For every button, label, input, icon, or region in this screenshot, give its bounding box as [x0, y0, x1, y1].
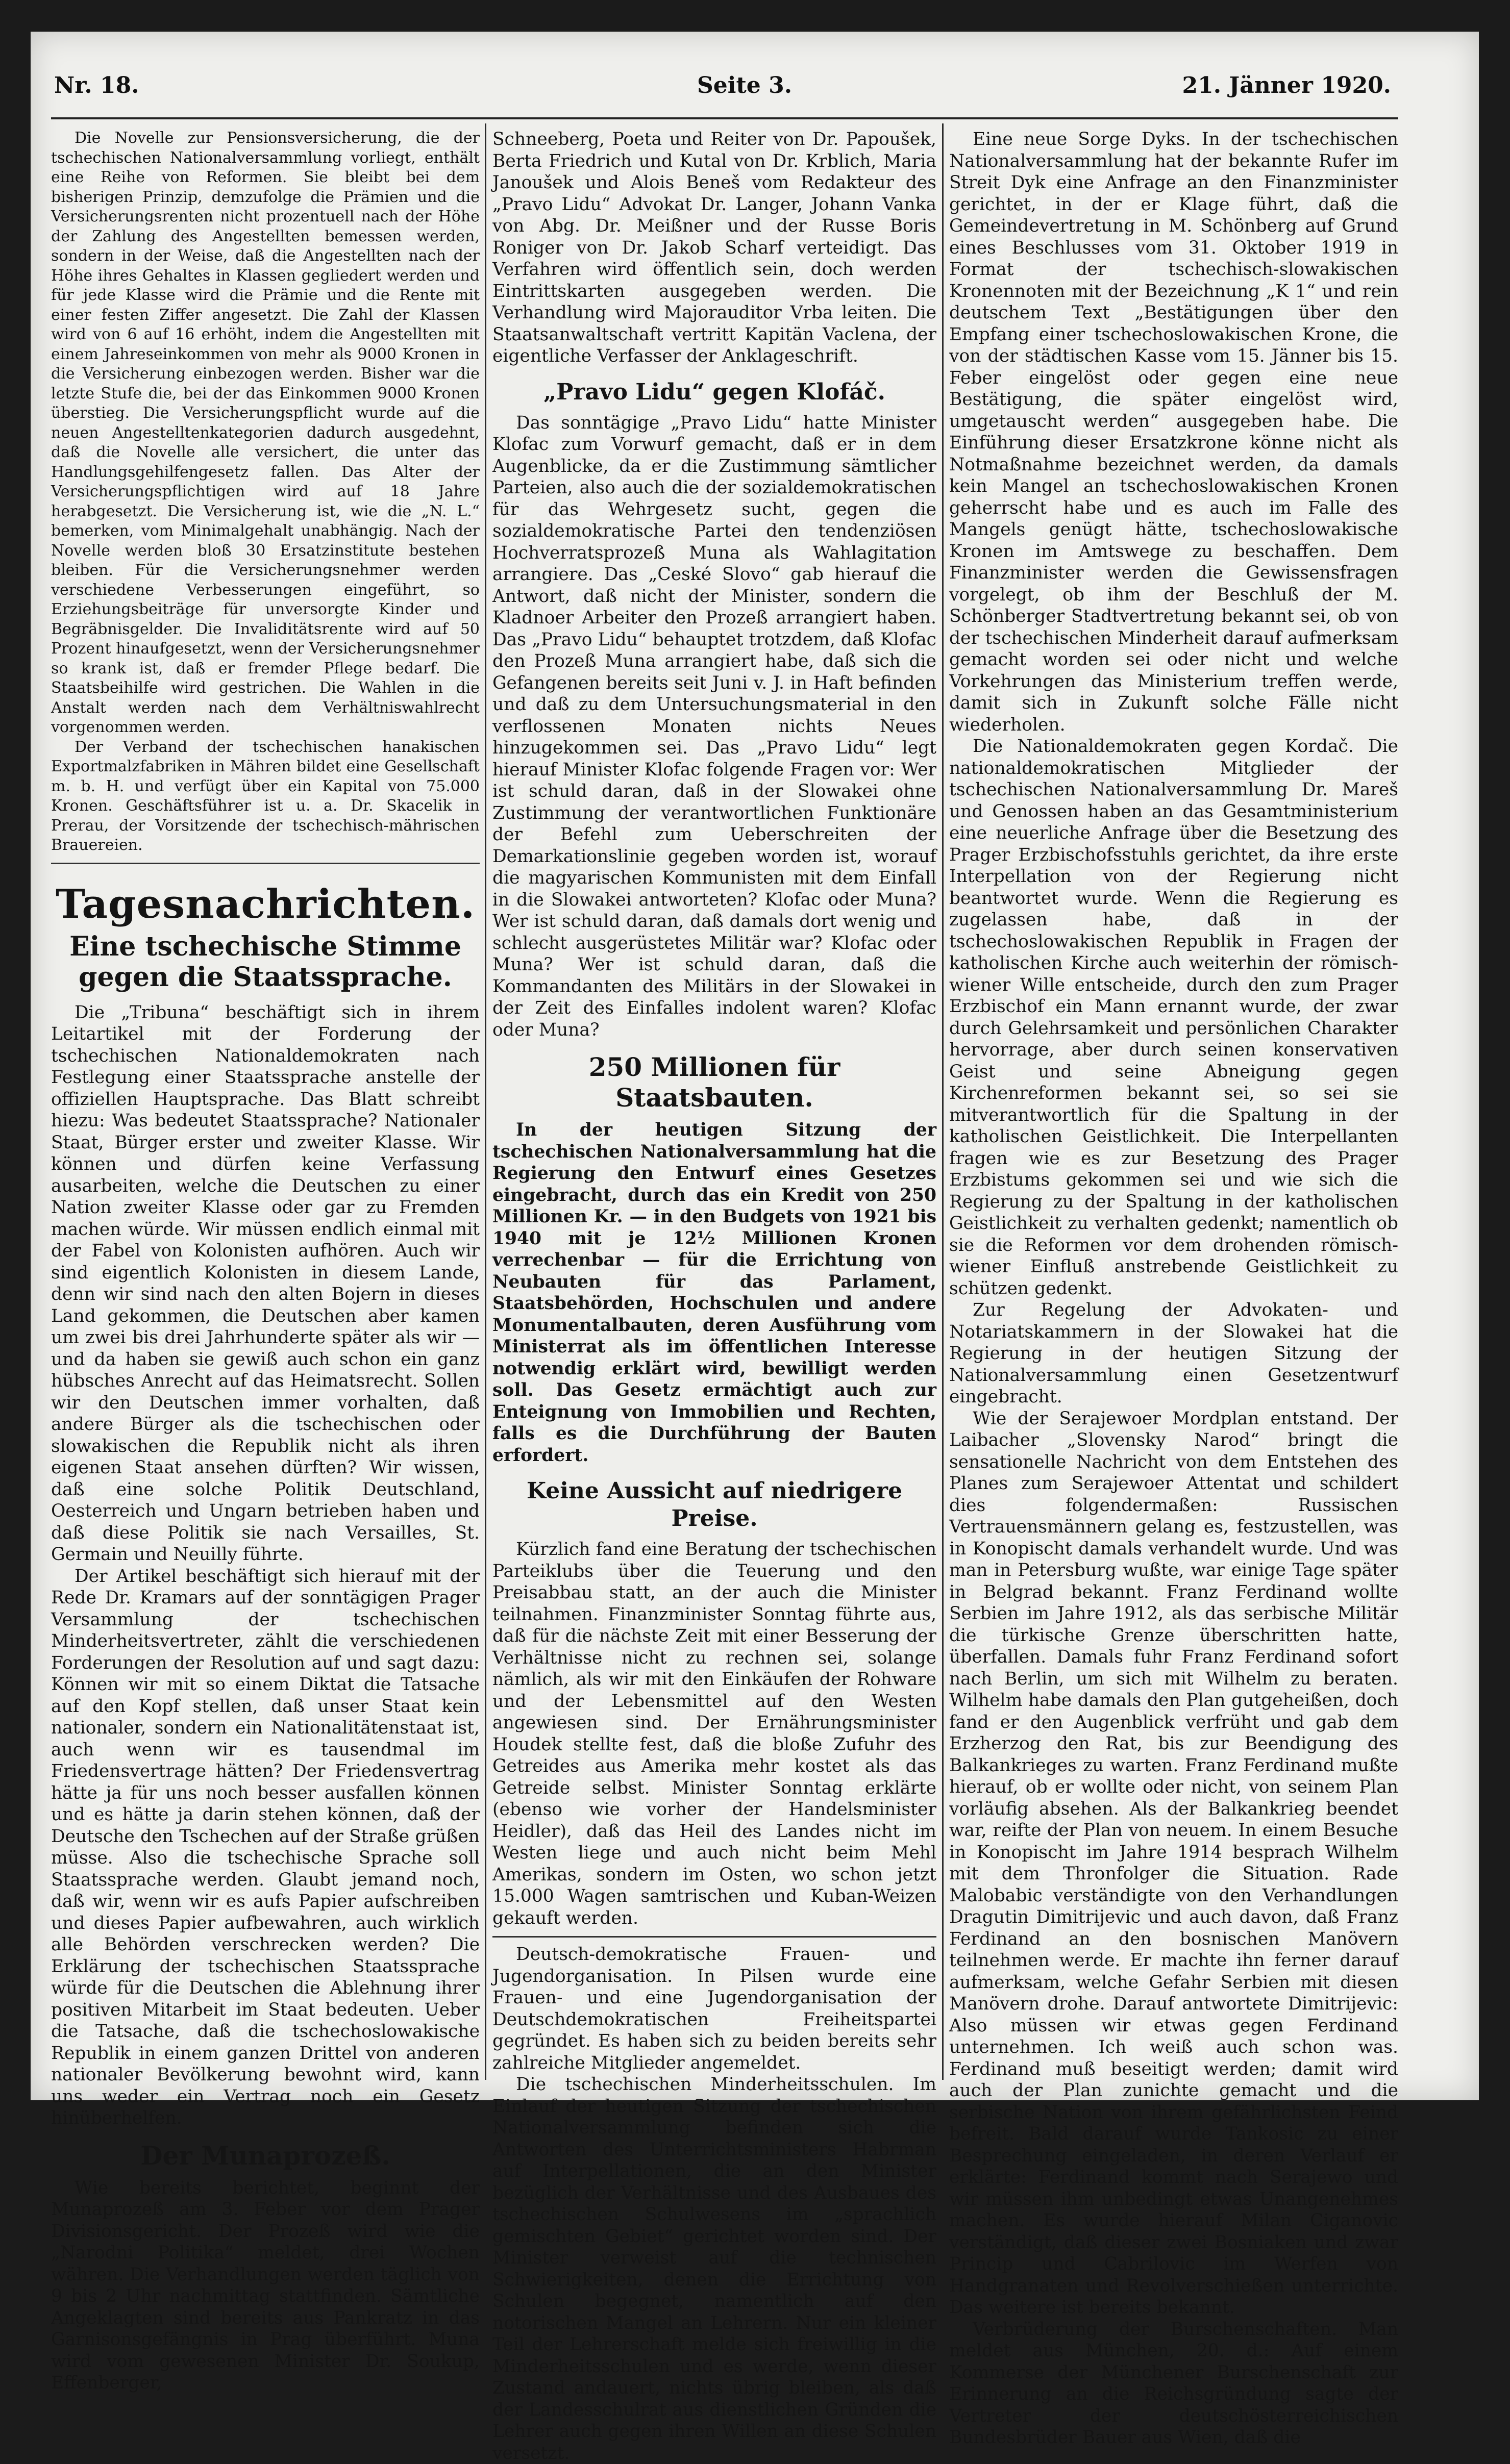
article-paragraph: Zur Regelung der Advokaten- und Notariatskammern in der Slowakei hat die Regierung in der heutigen Sitzung der Nationalversammlung einen Gesetzentwurf eingebracht. — [949, 1300, 1398, 1407]
article-title: Der Munaprozeß. — [140, 2140, 390, 2171]
page-number: Seite 3. — [697, 72, 793, 98]
issue-number: Nr. 18. — [54, 72, 139, 98]
article-paragraph: Kürzlich fand eine Beratung der tschechischen Parteiklubs über die Teuerung und den Preisabbau statt, an der auch die Minister teilnahmen. Finanzminister Sonntag führte aus, daß für die nächste Zeit mit einer Besserung der Verhältnisse nicht zu rechnen sei, solange nämlich, als wir mit den Einkäufen der Rohware und der Lebensmittel auf den Westen angewiesen sind. Der Ernährungsminister Houdek stellte fest, daß die bloße Zufuhr des Getreides aus Amerika mehr kostet als das Getreide selbst. Minister Sonntag erklärte (ebenso wie vorher der Handelsminister Heidler), daß das Heil des Landes nicht im Westen liege und auch nicht beim Mehl Amerikas, sondern im Osten, wo schon jetzt 15.000 Wagen samtrischen und Kuban-Weizen gekauft werden. — [492, 1539, 936, 1928]
article-paragraph: Die Nationaldemokraten gegen Kordač. Die nationaldemokratischen Mitglieder der tschechischen Nationalversammlung Dr. Mareš und Genossen haben an das Gesamtministerium eine neuerliche Anfrage über die Besetzung des Prager Erzbischofsstuhls gerichtet, da ihre erste Interpellation von der Regierung nicht beantwortet wurde. Wenn die Regierung es zugelassen habe, daß in der tschechoslowakischen Republik in Fragen der katholischen Kirche auch weiterhin der römisch-wiener Wille entscheide, durch den zum Prager Erzbischof ein Mann ernannt wurde, der zwar durch Gelehrsamkeit und persönlichen Charakter hervorrage, aber durch seinen konservativen Geist und seine Abneigung gegen Kirchenreformen bekannt sei, so sei sie mitverantwortlich für die Spaltung in der katholischen Geistlichkeit. Die Interpellanten fragen wie es zur Besetzung des Prager Erzbistums gekommen sei und wie sich die Regierung zu der Spaltung in der katholischen Geistlichkeit zu verhalten gedenkt; namentlich ob sie die Reformen vor dem drohenden römisch-wiener Einfluß anstrebende Geistlichkeit zu schützen gedenkt. — [949, 736, 1398, 1299]
article-paragraph: Eine neue Sorge Dyks. In der tschechischen Nationalversammlung hat der bekannte Rufer im Streit Dyk eine Anfrage an den Finanzminister gerichtet, in der er Klage führt, daß die Gemeindevertretung in M. Schönberg auf Grund eines Beschlusses vom 31. Oktober 1919 in Format der tschechisch-slowakischen Kronennoten mit der Bezeichnung „K 1“ und rein deutschem Text „Bestätigungen über den Empfang einer tschechoslowakischen Krone, die von der städtischen Kasse vom 15. Jänner bis 15. Feber eingelöst oder gegen eine neue Bestätigung, die später eingelöst wird, umgetauscht werden“ ausgegeben habe. Die Einführung dieser Ersatzkrone könne nicht als Notmaßnahme bezeichnet werden, da damals kein Mangel an tschechoslowakischen Kronen geherrscht habe und es auch im Falle des Mangels genügt hätte, tschechoslowakische Kronen im Amtswege zu beschaffen. Dem Finanzminister werden die Gewissensfragen vorgelegt, ob ihm der Beschluß der M. Schönberger Stadtvertretung bekannt sei, ob von der tschechischen Minderheit darauf aufmerksam gemacht worden sei oder nicht und welche Vorkehrungen das Ministerium treffen werde, damit sich in Zukunft solche Fälle nicht wiederholen. — [949, 129, 1398, 735]
article-divider — [492, 1936, 936, 1938]
section-divider — [51, 863, 480, 864]
article-paragraph: Deutsch-demokratische Frauen- und Jugendorganisation. In Pilsen wurde eine Frauen- und eine Jugendorganisation der Deutschdemokratischen Freiheitspartei gegründet. Es haben sich zu beiden bereits sehr zahlreiche Mitglieder angemeldet. — [492, 1944, 936, 2073]
article-title: 250 Millionen für Staatsbauten. — [588, 1052, 840, 1113]
column-2 — [492, 129, 936, 2463]
column-rule — [485, 123, 486, 2080]
article-title: „Pravo Lidu“ gegen Klofáč. — [543, 379, 886, 405]
column-3 — [949, 129, 1398, 2448]
article-paragraph: In der heutigen Sitzung der tschechischen Nationalversammlung hat die Regierung den Entwurf eines Gesetzes eingebracht, durch das ein Kredit von 250 Millionen Kr. — in den Budgets von 1921 bis 1940 mit je 12½ Millionen Kronen verrechenbar — für die Errichtung von Neubauten für das Parlament, Staatsbehörden, Hochschulen und andere Monumentalbauten, deren Ausführung vom Ministerrat als im öffentlichen Interesse notwendig erklärt wird, bewilligt werden soll. Das Gesetz ermächtigt auch zur Enteignung von Immobilien und Rechten, falls es die Durchführung der Bauten erfordert. — [492, 1120, 936, 1466]
article-paragraph: Schneeberg, Poeta und Reiter von Dr. Papoušek, Berta Friedrich und Kutal von Dr. Krblich, Maria Janoušek und Alois Beneš vom Redakteur des „Pravo Lidu“ Advokat Dr. Langer, Johann Vanka von Abg. Dr. Meißner und der Russe Boris Roniger von Dr. Jakob Scharf verteidigt. Das Verfahren wird öffentlich sein, doch werden Eintrittskarten ausgegeben werden. Die Verhandlung wird Majorauditor Vrba leiten. Die Staatsanwaltschaft vertritt Kapitän Vaclena, der eigentliche Verfasser der Anklageschrift. — [492, 129, 936, 366]
column-1 — [51, 129, 480, 2393]
article-paragraph: Verbrüderung der Burschenschaften. Man meldet aus München, 20. d.: Auf einem Kommerse der Münchener Burschenschaft zur Erinnerung an die Reichsgründung sagte der Vertreter der deutschösterreichischen Bundesbrüder Bauer aus Wien, daß die — [949, 2319, 1398, 2448]
article-paragraph: Die Novelle zur Pensionsversicherung, die der tschechischen Nationalversammlung vorliegt, enthält eine Reihe von Reformen. Sie bleibt bei dem bisherigen Prinzip, demzufolge die Prämien und die Versicherungsrenten nicht prozentuell nach der Höhe der Zahlung des Angestellten bemessen werden, sondern in der Weise, daß die Angestellten nach der Höhe ihres Gehaltes in Klassen gegliedert werden und für jede Klasse wird die Prämie und die Rente mit einer festen Ziffer angesetzt. Die Zahl der Klassen wird von 6 auf 16 erhöht, indem die Angestellten mit einem Jahreseinkommen von mehr als 9000 Kronen in die Versicherung einbezogen werden. Bisher war die letzte Stufe die, bei der das Einkommen 9000 Kronen überstieg. Die Versicherungspflicht wurde auf die neuen Angestelltenkategorien dadurch ausgedehnt, daß die Novelle alle versichert, die unter das Handlungsgehilfengesetz fallen. Das Alter der Versicherungspflichtigen wird auf 18 Jahre herabgesetzt. Die Versicherung ist, wie die „N. L.“ bemerken, vom Minimalgehalt unabhängig. Nach der Novelle werden bloß 30 Ersatzinstitute bestehen bleiben. Für die Versicherungsnehmer werden verschiedene Verbesserungen eingeführt, so Erziehungsbeiträge für unversorgte Kinder und Begräbnisgelder. Die Invaliditätsrente wird auf 50 Prozent hinaufgesetzt, wenn der Versicherungsnehmer so krank ist, daß er fremder Pflege bedarf. Die Staatsbeihilfe wird gestrichen. Die Wahlen in die Anstalt werden nach dem Verhältniswahlrecht vorgenommen werden. — [51, 129, 480, 736]
article-paragraph: Wie bereits berichtet, beginnt der Munaprozeß am 3. Feber vor dem Prager Divisionsgericht. Der Prozeß wird wie die „Narodni Politika“ meldet, drei Wochen währen. Die Verhandlungen werden täglich von 9 bis 2 Uhr nachmittag stattfinden. Sämtliche Angeklagten sind bereits aus Pankratz in das Garnisonsgefängnis in Prag überführt. Muna wird vom gewesenen Minister Dr. Soukup, Effenberger, — [51, 2177, 480, 2393]
article-paragraph: Die tschechischen Minderheitsschulen. Im Einlauf der heutigen Sitzung der tschechischen Nationalversammlung befinden sich die Antworten des Unterrichtsministers Habrman auf Interpellationen, die an den Minister bezüglich der Verhältnisse und des Ausbaues des tschechischen Schulwesens im „sprachlich gemischten Gebiet“ gerichtet worden sind. Der Minister verweist auf die technischen Schwierigkeiten, denen die Errichtung von Schulen begegnet, namentlich auf den notorischen Mangel an Lehrern. Nur ein kleiner Teil der Lehrerschaft melde sich freiwillig in die Minderheitsschulen und es werde, wenn dieser Zustand andauert, nichts übrig bleiben, als daß der Landesschulrat aus dienstlichen Gründen die Lehrer auch gegen ihren Willen an diese Schulen versetzt. — [492, 2074, 936, 2463]
article-paragraph: Das sonntägige „Pravo Lidu“ hatte Minister Klofac zum Vorwurf gemacht, daß er in dem Augenblicke, da er die Zustimmung sämtlicher Parteien, also auch die der sozialdemokratischen für das Wehrgesetz sucht, gegen die sozialdemokratische Partei den tendenziösen Hochverratsprozeß Muna als Wahlagitation arrangiere. Das „Ceské Slovo“ gab hierauf die Antwort, daß nicht der Minister, sondern die Kladnoer Arbeiter den Prozeß arrangiert haben. Das „Pravo Lidu“ behauptet trotzdem, daß Klofac den Prozeß Muna arrangiert habe, daß sich die Gefangenen bereits seit Juni v. J. in Haft befinden und daß zu dem Untersuchungsmaterial in den verflossenen Monaten nichts Neues hinzugekommen sei. Das „Pravo Lidu“ legt hierauf Minister Klofac folgende Fragen vor: Wer ist schuld daran, daß in der Slowakei ohne Zustimmung der verantwortlichen Funktionäre der Befehl zum Ueberschreiten der Demarkationslinie gegeben worden ist, worauf die magyarischen Kommunisten mit dem Einfall in die Slowakei antworteten? Klofac oder Muna? Wer ist schuld daran, daß damals dort wenig und schlecht ausgerüstetes Militär war? Klofac oder Muna? Wer ist schuld daran, daß die Kommandanten des Militärs in der Slowakei in der Zeit des Einfalles indolent waren? Klofac oder Muna? — [492, 412, 936, 1040]
section-title: Tagesnachrichten. — [55, 881, 476, 927]
column-rule — [942, 123, 944, 2080]
article-title: Eine tschechische Stimme gegen die Staatssprache. — [69, 931, 461, 993]
header-rule — [51, 117, 1398, 119]
article-paragraph: Die „Tribuna“ beschäftigt sich in ihrem Leitartikel mit der Forderung der tschechischen Nationaldemokraten nach Festlegung einer Staatssprache anstelle der offiziellen Hauptsprache. Das Blatt schreibt hiezu: Was bedeutet Staatssprache? Nationaler Staat, Bürger erster und zweiter Klasse. Wir können und dürfen keine Verfassung ausarbeiten, welche die Deutschen zu einer Nation zweiter Klasse oder gar zu Fremden machen würde. Wir müssen endlich einmal mit der Fabel von Kolonisten aufhören. Auch wir sind eigentlich Kolonisten in diesem Lande, denn wir sind nach den alten Bojern in dieses Land gekommen, die Deutschen aber kamen um zwei bis drei Jahrhunderte später als wir — und da haben sie gewiß auch schon ein ganz hübsches Anrecht auf das Heimatsrecht. Sollen wir den Deutschen immer vorhalten, daß andere Bürger als die tschechischen oder slowakischen die Republik nicht als ihren eigenen Staat ansehen dürften? Wir wissen, daß eine solche Politik Deutschland, Oesterreich und Ungarn betrieben haben und daß diese Politik sie nach Versailles, St. Germain und Neuilly führte. — [51, 1002, 480, 1565]
article-paragraph: Der Artikel beschäftigt sich hierauf mit der Rede Dr. Kramars auf der sonntägigen Prager Versammlung der tschechischen Minderheitsvertreter, zählt die verschiedenen Forderungen der Resolution auf und sagt dazu: Können wir mit so einem Diktat die Tatsache auf den Kopf stellen, daß unser Staat kein nationaler, sondern ein Nationalitätenstaat ist, auch wenn wir es tausendmal im Friedensvertrage hätten? Der Friedensvertrag hätte ja für uns noch besser ausfallen können und es hätte ja darin stehen können, daß der Deutsche den Tschechen auf der Straße grüßen müsse. Also die tschechische Sprache soll Staatssprache werden. Glaubt jemand noch, daß wir, wenn wir es aufs Papier aufschreiben und dieses Papier aufbewahren, auch wirklich alle Behörden verschrecken werden? Die Erklärung der tschechischen Staatssprache würde für die Deutschen die Ablehnung ihrer positiven Mitarbeit im Staat bedeuten. Ueber die Tatsache, daß die tschechoslowakische Republik in einem ganzen Drittel von anderen nationaler Bevölkerung bewohnt wird, kann uns weder ein Vertrag noch ein Gesetz hinüberhelfen. — [51, 1566, 480, 2128]
article-title: Keine Aussicht auf niedrigere Preise. — [526, 1478, 903, 1531]
issue-date: 21. Jänner 1920. — [1182, 72, 1391, 98]
article-paragraph: Der Verband der tschechischen hanakischen Exportmalzfabriken in Mähren bildet eine Gesellschaft m. b. H. und verfügt über ein Kapital von 75.000 Kronen. Geschäftsführer ist u. a. Dr. Skacelik in Prerau, der Vorsitzende der tschechisch-mährischen Brauereien. — [51, 738, 480, 854]
article-paragraph: Wie der Serajewoer Mordplan entstand. Der Laibacher „Slovensky Narod“ bringt die sensationelle Nachricht von dem Entstehen des Planes zum Serajewoer Attentat und schildert dies folgendermaßen: Russischen Vertrauensmännern gelang es, festzustellen, was in Konopischt damals verhandelt wurde. Und was man in Petersburg wußte, war einige Tage später in Belgrad bekannt. Franz Ferdinand wollte Serbien im Jahre 1912, als das serbische Militär die türkische Grenze überschritten hatte, überfallen. Damals fuhr Franz Ferdinand sofort nach Berlin, um sich mit Wilhelm zu beraten. Wilhelm habe damals den Plan gutgeheißen, doch fand er den Augenblick verfrüht und gab dem Erzherzog den Rat, bis zur Beendigung des Balkankrieges zu warten. Franz Ferdinand mußte hierauf, ob er wollte oder nicht, von seinem Plan vorläufig absehen. Als der Balkankrieg beendet war, reifte der Plan von neuem. In einem Besuche in Konopischt im Jahre 1914 besprach Wilhelm mit dem Thronfolger die Situation. Rade Malobabic verständigte von den Verhandlungen Dragutin Dimitrijevic und auch davon, daß Franz Ferdinand an den bosnischen Manövern teilnehmen werde. Er machte ihn ferner darauf aufmerksam, welche Gefahr Serbien mit diesen Manövern drohe. Darauf antwortete Dimitrijevic: Also müssen wir etwas gegen Ferdinand unternehmen. Ich weiß auch schon was. Ferdinand muß beseitigt werden; damit wird auch der Plan zunichte gemacht und die serbische Nation von ihrem gefährlichsten Feind befreit. Bald darauf wurde Tankosic zu einer Besprechung eingeladen, in deren Verlauf er erklärte: Ferdinand kommt nach Serajewo und wir müssen ihm unbedingt etwas Unangenehmes machen. Es wurde hierauf Milan Ciganovic verständigt, daß dieser zwei Bosniaken und zwar Princip und Cabrilovic im Werfen von Handgranaten und Revolverschießen unterrichte. Das weitere ist bereits bekannt. — [949, 1408, 1398, 2318]
newspaper-page — [31, 32, 1479, 2463]
page-header — [54, 72, 1391, 109]
